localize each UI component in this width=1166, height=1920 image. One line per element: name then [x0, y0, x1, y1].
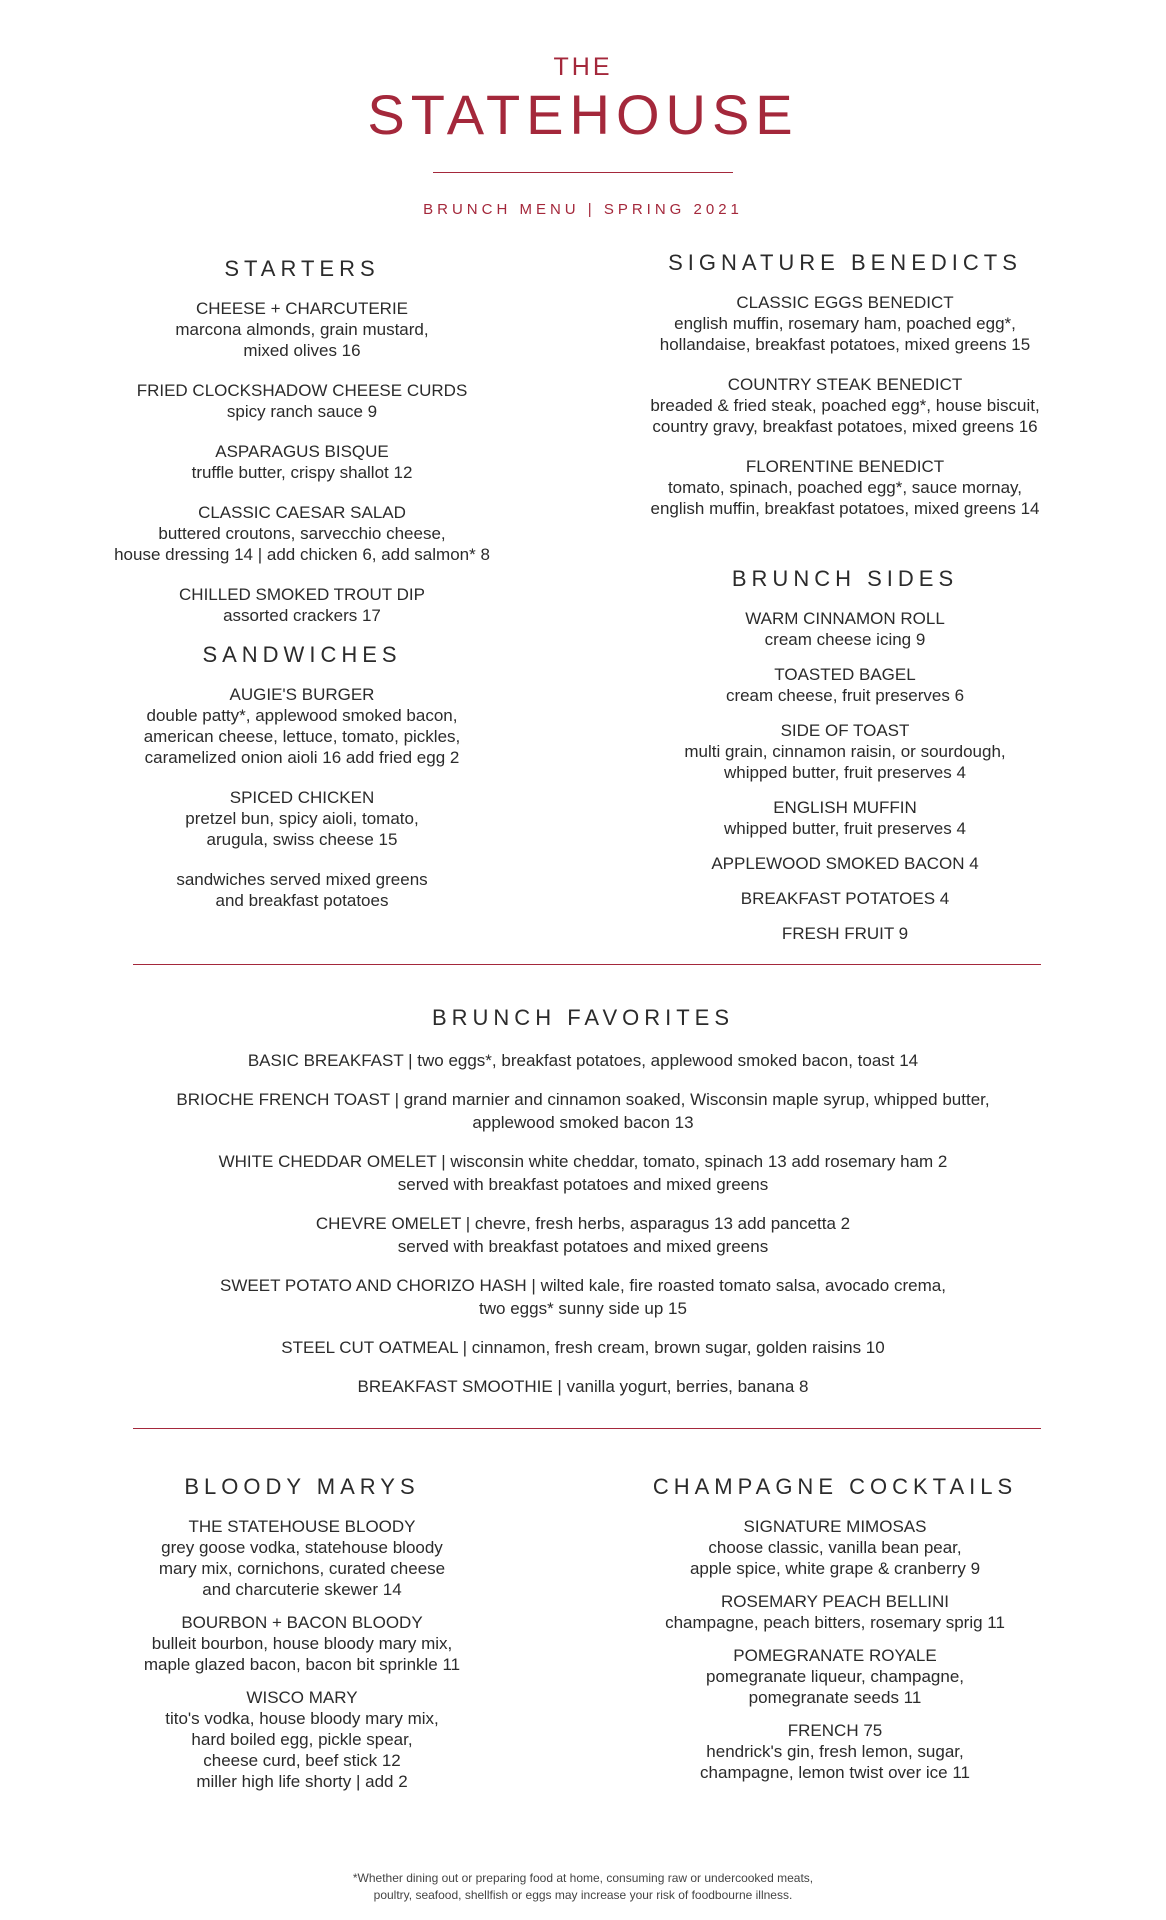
menu-item — [605, 1591, 1065, 1633]
favorite-item: STEEL CUT OATMEAL | cinnamon, fresh cream, brown sugar, golden raisins 10 — [281, 1338, 885, 1357]
item-desc: whipped butter, fruit preserves 4 — [724, 819, 966, 838]
item-desc: grey goose vodka, statehouse bloody mary mix, cornichons, curated cheese and charcuterie skewer 14 — [158, 1538, 446, 1599]
section-title: BRUNCH FAVORITES — [431, 1005, 735, 1030]
favorite-item: BRIOCHE FRENCH TOAST | grand marnier and cinnamon soaked, Wisconsin maple syrup, whipped butter, applewood smoked bacon 13 — [176, 1090, 990, 1132]
menu-item — [605, 1516, 1065, 1579]
item-desc: bulleit bourbon, house bloody mary mix, maple glazed bacon, bacon bit sprinkle 11 — [143, 1634, 461, 1674]
menu-item — [615, 608, 1075, 650]
menu-item — [615, 923, 1075, 944]
menu-item — [82, 787, 522, 850]
logo-statehouse: STATEHOUSE — [367, 83, 799, 146]
item-desc: cream cheese, fruit preserves 6 — [725, 686, 965, 705]
item-name: ENGLISH MUFFIN — [773, 798, 917, 817]
menu-header — [0, 52, 1166, 218]
menu-item — [82, 380, 522, 422]
menu-item — [605, 1645, 1065, 1708]
menu-item — [615, 888, 1075, 909]
item-desc: breaded & fried steak, poached egg*, house biscuit, country gravy, breakfast potatoes, mixed greens 16 — [650, 396, 1040, 436]
menu-item — [615, 797, 1075, 839]
item-desc: assorted crackers 17 — [223, 606, 381, 625]
item-desc: double patty*, applewood smoked bacon, american cheese, lettuce, tomato, pickles, caramelized onion aioli 16 add fried egg 2 — [143, 706, 461, 767]
section-divider — [133, 1428, 1041, 1429]
menu-item — [615, 853, 1075, 874]
favorite-item: SWEET POTATO AND CHORIZO HASH | wilted kale, fire roasted tomato salsa, avocado crema, two eggs* sunny side up 15 — [220, 1276, 946, 1318]
menu-item — [82, 502, 522, 565]
item-desc: truffle butter, crispy shallot 12 — [191, 463, 413, 482]
item-name: ASPARAGUS BISQUE — [215, 442, 389, 461]
item-desc: cream cheese icing 9 — [764, 630, 926, 649]
item-name: POMEGRANATE ROYALE — [733, 1646, 937, 1665]
menu-item — [82, 1516, 522, 1600]
menu-item — [82, 1612, 522, 1675]
section-title: STARTERS — [224, 256, 380, 281]
item-desc: marcona almonds, grain mustard, mixed olives 16 — [175, 320, 429, 360]
section-title: SANDWICHES — [202, 642, 402, 667]
favorite-item: BREAKFAST SMOOTHIE | vanilla yogurt, berries, banana 8 — [357, 1377, 809, 1396]
item-desc: tomato, spinach, poached egg*, sauce mornay, english muffin, breakfast potatoes, mixed greens 14 — [650, 478, 1040, 518]
section-title: BLOODY MARYS — [184, 1474, 420, 1499]
item-name: COUNTRY STEAK BENEDICT — [727, 375, 963, 394]
section-title: SIGNATURE BENEDICTS — [668, 250, 1022, 275]
item-name: FRIED CLOCKSHADOW CHEESE CURDS — [136, 381, 468, 400]
item-name: BREAKFAST POTATOES 4 — [740, 889, 950, 908]
item-desc: pomegranate liqueur, champagne, pomegranate seeds 11 — [705, 1667, 964, 1707]
section-divider — [133, 964, 1041, 965]
item-name: CLASSIC EGGS BENEDICT — [736, 293, 954, 312]
sides-section — [615, 566, 1075, 958]
menu-item — [615, 720, 1075, 783]
item-desc: hendrick's gin, fresh lemon, sugar, champagne, lemon twist over ice 11 — [700, 1742, 970, 1782]
favorite-item: BASIC BREAKFAST | two eggs*, breakfast potatoes, applewood smoked bacon, toast 14 — [247, 1051, 919, 1070]
menu-item — [82, 441, 522, 483]
item-name: AUGIE'S BURGER — [229, 685, 375, 704]
sandwiches-section — [82, 642, 522, 911]
menu-item — [615, 374, 1075, 437]
item-name: BOURBON + BACON BLOODY — [181, 1613, 423, 1632]
item-name: FLORENTINE BENEDICT — [745, 457, 945, 476]
item-name: TOASTED BAGEL — [774, 665, 916, 684]
item-name: THE STATEHOUSE BLOODY — [188, 1517, 416, 1536]
menu-item — [82, 584, 522, 626]
health-disclaimer: *Whether dining out or preparing food at home, consuming raw or undercooked meats, poultry, seafood, shellfish or eggs may increase your risk of foodbourne illness. — [352, 1871, 814, 1902]
menu-subtitle: BRUNCH MENU | SPRING 2021 — [423, 201, 743, 218]
sandwich-note: sandwiches served mixed greens and breakfast potatoes — [176, 870, 428, 910]
favorite-item: CHEVRE OMELET | chevre, fresh herbs, asparagus 13 add pancetta 2 served with breakfast potatoes and mixed greens — [315, 1214, 851, 1256]
item-name: CHILLED SMOKED TROUT DIP — [179, 585, 425, 604]
favorites-section — [130, 1005, 1036, 1414]
item-desc: english muffin, rosemary ham, poached egg*, hollandaise, breakfast potatoes, mixed greens 15 — [659, 314, 1031, 354]
starters-section — [82, 256, 522, 645]
menu-item — [615, 456, 1075, 519]
item-name: ROSEMARY PEACH BELLINI — [720, 1592, 949, 1611]
item-name: SIDE OF TOAST — [780, 721, 910, 740]
menu-item — [615, 664, 1075, 706]
section-title: CHAMPAGNE COCKTAILS — [652, 1474, 1018, 1499]
logo-divider — [433, 172, 733, 173]
bloody-marys-section — [82, 1474, 522, 1804]
item-desc: spicy ranch sauce 9 — [226, 402, 378, 421]
item-name: FRENCH 75 — [787, 1721, 883, 1740]
menu-item — [82, 684, 522, 768]
menu-item — [82, 1687, 522, 1792]
menu-item — [605, 1720, 1065, 1783]
item-name: APPLEWOOD SMOKED BACON 4 — [711, 854, 979, 873]
section-title: BRUNCH SIDES — [731, 566, 959, 591]
item-name: SPICED CHICKEN — [229, 788, 375, 807]
menu-item — [615, 292, 1075, 355]
item-desc: pretzel bun, spicy aioli, tomato, arugula, swiss cheese 15 — [185, 809, 419, 849]
item-desc: buttered croutons, sarvecchio cheese, house dressing 14 | add chicken 6, add salmon* 8 — [114, 524, 490, 564]
item-name: WISCO MARY — [246, 1688, 358, 1707]
champagne-section — [605, 1474, 1065, 1795]
item-desc: champagne, peach bitters, rosemary sprig 11 — [665, 1613, 1005, 1632]
item-name: WARM CINNAMON ROLL — [745, 609, 945, 628]
item-name: CLASSIC CAESAR SALAD — [198, 503, 406, 522]
item-name: SIGNATURE MIMOSAS — [743, 1517, 927, 1536]
item-desc: multi grain, cinnamon raisin, or sourdough, whipped butter, fruit preserves 4 — [684, 742, 1006, 782]
benedicts-section — [615, 250, 1075, 538]
item-desc: choose classic, vanilla bean pear, apple spice, white grape & cranberry 9 — [689, 1538, 981, 1578]
favorite-item: WHITE CHEDDAR OMELET | wisconsin white cheddar, tomato, spinach 13 add rosemary ham 2 served with breakfast potatoes and mixed greens — [218, 1152, 948, 1194]
item-name: FRESH FRUIT 9 — [781, 924, 909, 943]
menu-item — [82, 298, 522, 361]
logo-the: THE — [553, 53, 613, 81]
item-desc: tito's vodka, house bloody mary mix, hard boiled egg, pickle spear, cheese curd, beef stick 12 miller high life shorty | add 2 — [165, 1709, 439, 1791]
item-name: CHEESE + CHARCUTERIE — [195, 299, 409, 318]
